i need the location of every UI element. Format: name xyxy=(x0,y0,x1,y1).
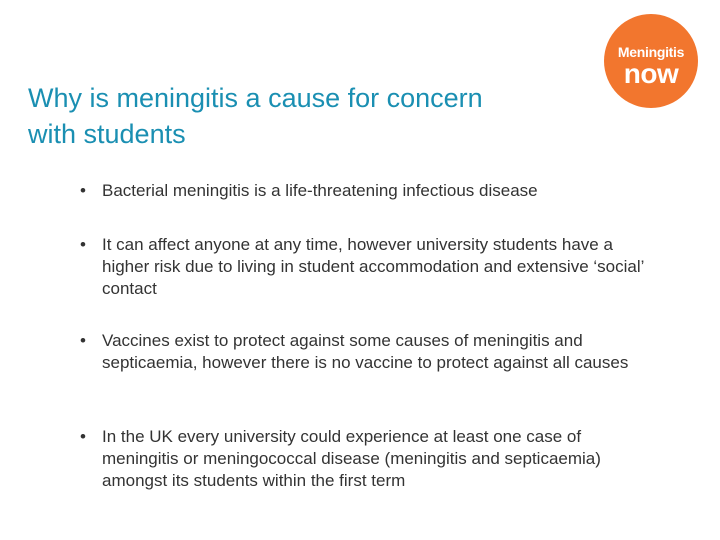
bullet-item xyxy=(80,426,660,492)
bullet-text: It can affect anyone at any time, however university students have a higher risk due to living in student accommodation and extensive ‘social’ contact xyxy=(102,235,644,298)
slide-title-line-1: Why is meningitis a cause for concern xyxy=(28,83,483,113)
logo-text-now: now xyxy=(623,58,679,89)
logo-text-meningitis: Meningitis xyxy=(617,44,685,60)
bullet-item xyxy=(80,330,660,374)
bullet-dot: • xyxy=(80,427,86,446)
bullet-dot: • xyxy=(80,331,86,350)
bullet-item xyxy=(80,234,660,300)
bullet-text: Bacterial meningitis is a life-threatening infectious disease xyxy=(102,181,538,200)
bullet-text: In the UK every university could experience at least one case of meningitis or meningococcal disease (meningitis and septicaemia) amongst its students within the first term xyxy=(102,427,601,490)
slide-title xyxy=(28,80,628,152)
meningitis-now-logo xyxy=(604,14,698,108)
bullet-text: Vaccines exist to protect against some causes of meningitis and septicaemia, however there is no vaccine to protect against all causes xyxy=(102,331,629,372)
slide-title-line-2: with students xyxy=(28,119,186,149)
bullet-dot: • xyxy=(80,235,86,254)
bullet-dot: • xyxy=(80,181,86,200)
bullet-item xyxy=(80,180,660,202)
